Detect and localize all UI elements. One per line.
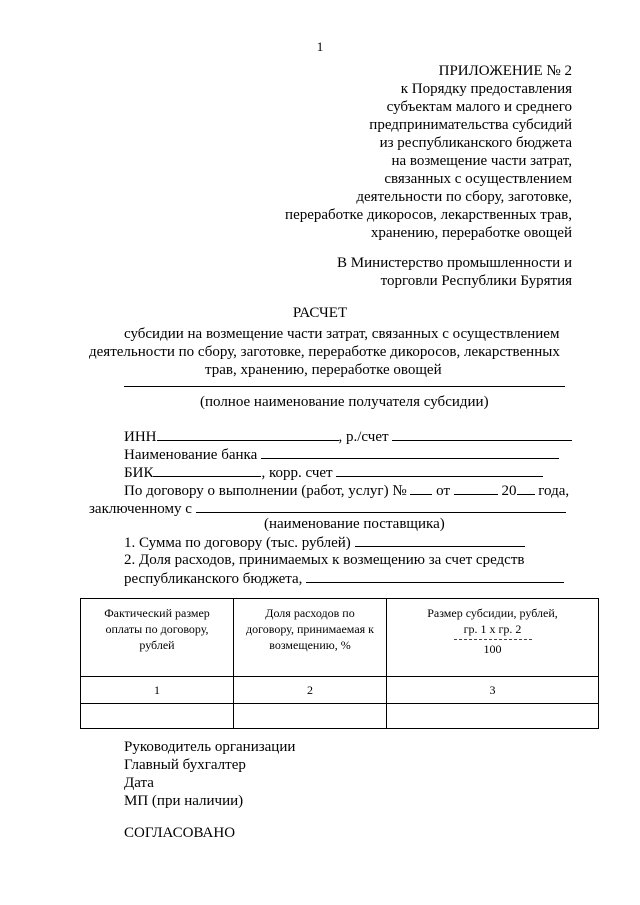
- contract-year-field[interactable]: [517, 481, 535, 495]
- signature-line: МП (при наличии): [124, 793, 244, 809]
- header-text: оплаты по договору,: [105, 622, 209, 636]
- bik-field[interactable]: [153, 463, 261, 477]
- calculation-table: [80, 598, 599, 729]
- contract-year-suffix: года,: [538, 483, 570, 499]
- account-label: , р./счет: [338, 429, 389, 445]
- contract-from-label: от: [436, 483, 450, 499]
- header-share: [234, 599, 387, 677]
- contract-number-field[interactable]: [410, 481, 432, 495]
- concluded-with-label: заключенному с: [89, 501, 192, 517]
- bank-field[interactable]: [261, 445, 559, 459]
- subsidy-cell[interactable]: [387, 704, 599, 729]
- supplier-field[interactable]: [196, 499, 566, 513]
- appendix-line: субъектам малого и среднего: [386, 99, 572, 115]
- header-text: Фактический размер: [104, 606, 210, 620]
- signature-line: Руководитель организации: [124, 739, 296, 755]
- share-percent-field[interactable]: [306, 569, 354, 583]
- table-row: [81, 677, 599, 704]
- document-subtitle-line: субсидии на возмещение части затрат, связанных с осуществлением: [124, 326, 560, 342]
- contract-year-prefix: 20: [501, 483, 517, 499]
- inn-label: ИНН: [124, 429, 157, 445]
- bik-row: [124, 463, 543, 482]
- header-text: рублей: [139, 638, 175, 652]
- contract-date-field[interactable]: [454, 481, 498, 495]
- contract-sum-field[interactable]: [355, 533, 525, 547]
- share-cell[interactable]: [234, 704, 387, 729]
- fraction-line: [454, 639, 532, 640]
- page-number: 1: [316, 39, 324, 54]
- corr-account-label: , корр. счет: [261, 465, 333, 481]
- actual-payment-cell[interactable]: [81, 704, 234, 729]
- approved-label: СОГЛАСОВАНО: [124, 825, 236, 841]
- header-text: гр. 1 x гр. 2: [463, 622, 522, 636]
- supplier-caption: (наименование поставщика): [264, 516, 445, 532]
- bank-row: [124, 445, 559, 464]
- signature-line: Главный бухгалтер: [124, 757, 246, 773]
- addressee-line: торговли Республики Бурятия: [380, 273, 572, 289]
- header-actual-payment: [81, 599, 234, 677]
- contract-label: По договору о выполнении (работ, услуг) №: [124, 483, 407, 499]
- item1-row: [124, 533, 525, 552]
- header-text: Размер субсидии, рублей,: [427, 606, 558, 620]
- share-text-field[interactable]: [354, 569, 564, 583]
- appendix-line: к Порядку предоставления: [400, 81, 572, 97]
- signature-line: Дата: [124, 775, 154, 791]
- fraction-denominator: 100: [483, 642, 502, 656]
- appendix-line: предпринимательства субсидий: [369, 117, 572, 133]
- header-text: Доля расходов по: [265, 606, 355, 620]
- recipient-caption: (полное наименование получателя субсидии): [200, 394, 489, 410]
- addressee-line: В Министерство промышленности и: [337, 255, 572, 271]
- inn-row: [124, 427, 572, 446]
- appendix-line: связанных с осуществлением: [384, 171, 572, 187]
- item2-line: 2. Доля расходов, принимаемых к возмещению за счет средств: [124, 552, 525, 568]
- account-field[interactable]: [392, 427, 572, 441]
- table-header-row: [81, 599, 599, 677]
- bank-label: Наименование банка: [124, 447, 258, 463]
- appendix-line: деятельности по сбору, заготовке,: [356, 189, 572, 205]
- appendix-title: ПРИЛОЖЕНИЕ № 2: [438, 63, 572, 79]
- item2-label: республиканского бюджета,: [124, 571, 303, 587]
- document-subtitle-line: трав, хранению, переработке овощей: [205, 362, 442, 378]
- document-subtitle-line: деятельности по сбору, заготовке, переработке дикоросов, лекарственных: [89, 344, 560, 360]
- column-number: 1: [81, 677, 234, 704]
- header-text: договору, принимаемая к: [246, 622, 374, 636]
- corr-account-field[interactable]: [336, 463, 543, 477]
- header-text: возмещению, %: [269, 638, 351, 652]
- contract-row: [124, 481, 569, 500]
- item1-label: 1. Сумма по договору (тыс. рублей): [124, 535, 351, 551]
- header-subsidy: [387, 599, 599, 677]
- bik-label: БИК: [124, 465, 154, 481]
- recipient-name-field[interactable]: [124, 386, 565, 387]
- column-number: 3: [387, 677, 599, 704]
- appendix-line: на возмещение части затрат,: [391, 153, 572, 169]
- appendix-line: из республиканского бюджета: [379, 135, 572, 151]
- column-number: 2: [234, 677, 387, 704]
- item2-row: [124, 569, 564, 588]
- appendix-line: хранению, переработке овощей: [370, 225, 572, 241]
- inn-field[interactable]: [157, 427, 339, 441]
- document-title: РАСЧЕТ: [292, 305, 348, 321]
- table-row: [81, 704, 599, 729]
- appendix-line: переработке дикоросов, лекарственных трав,: [285, 207, 572, 223]
